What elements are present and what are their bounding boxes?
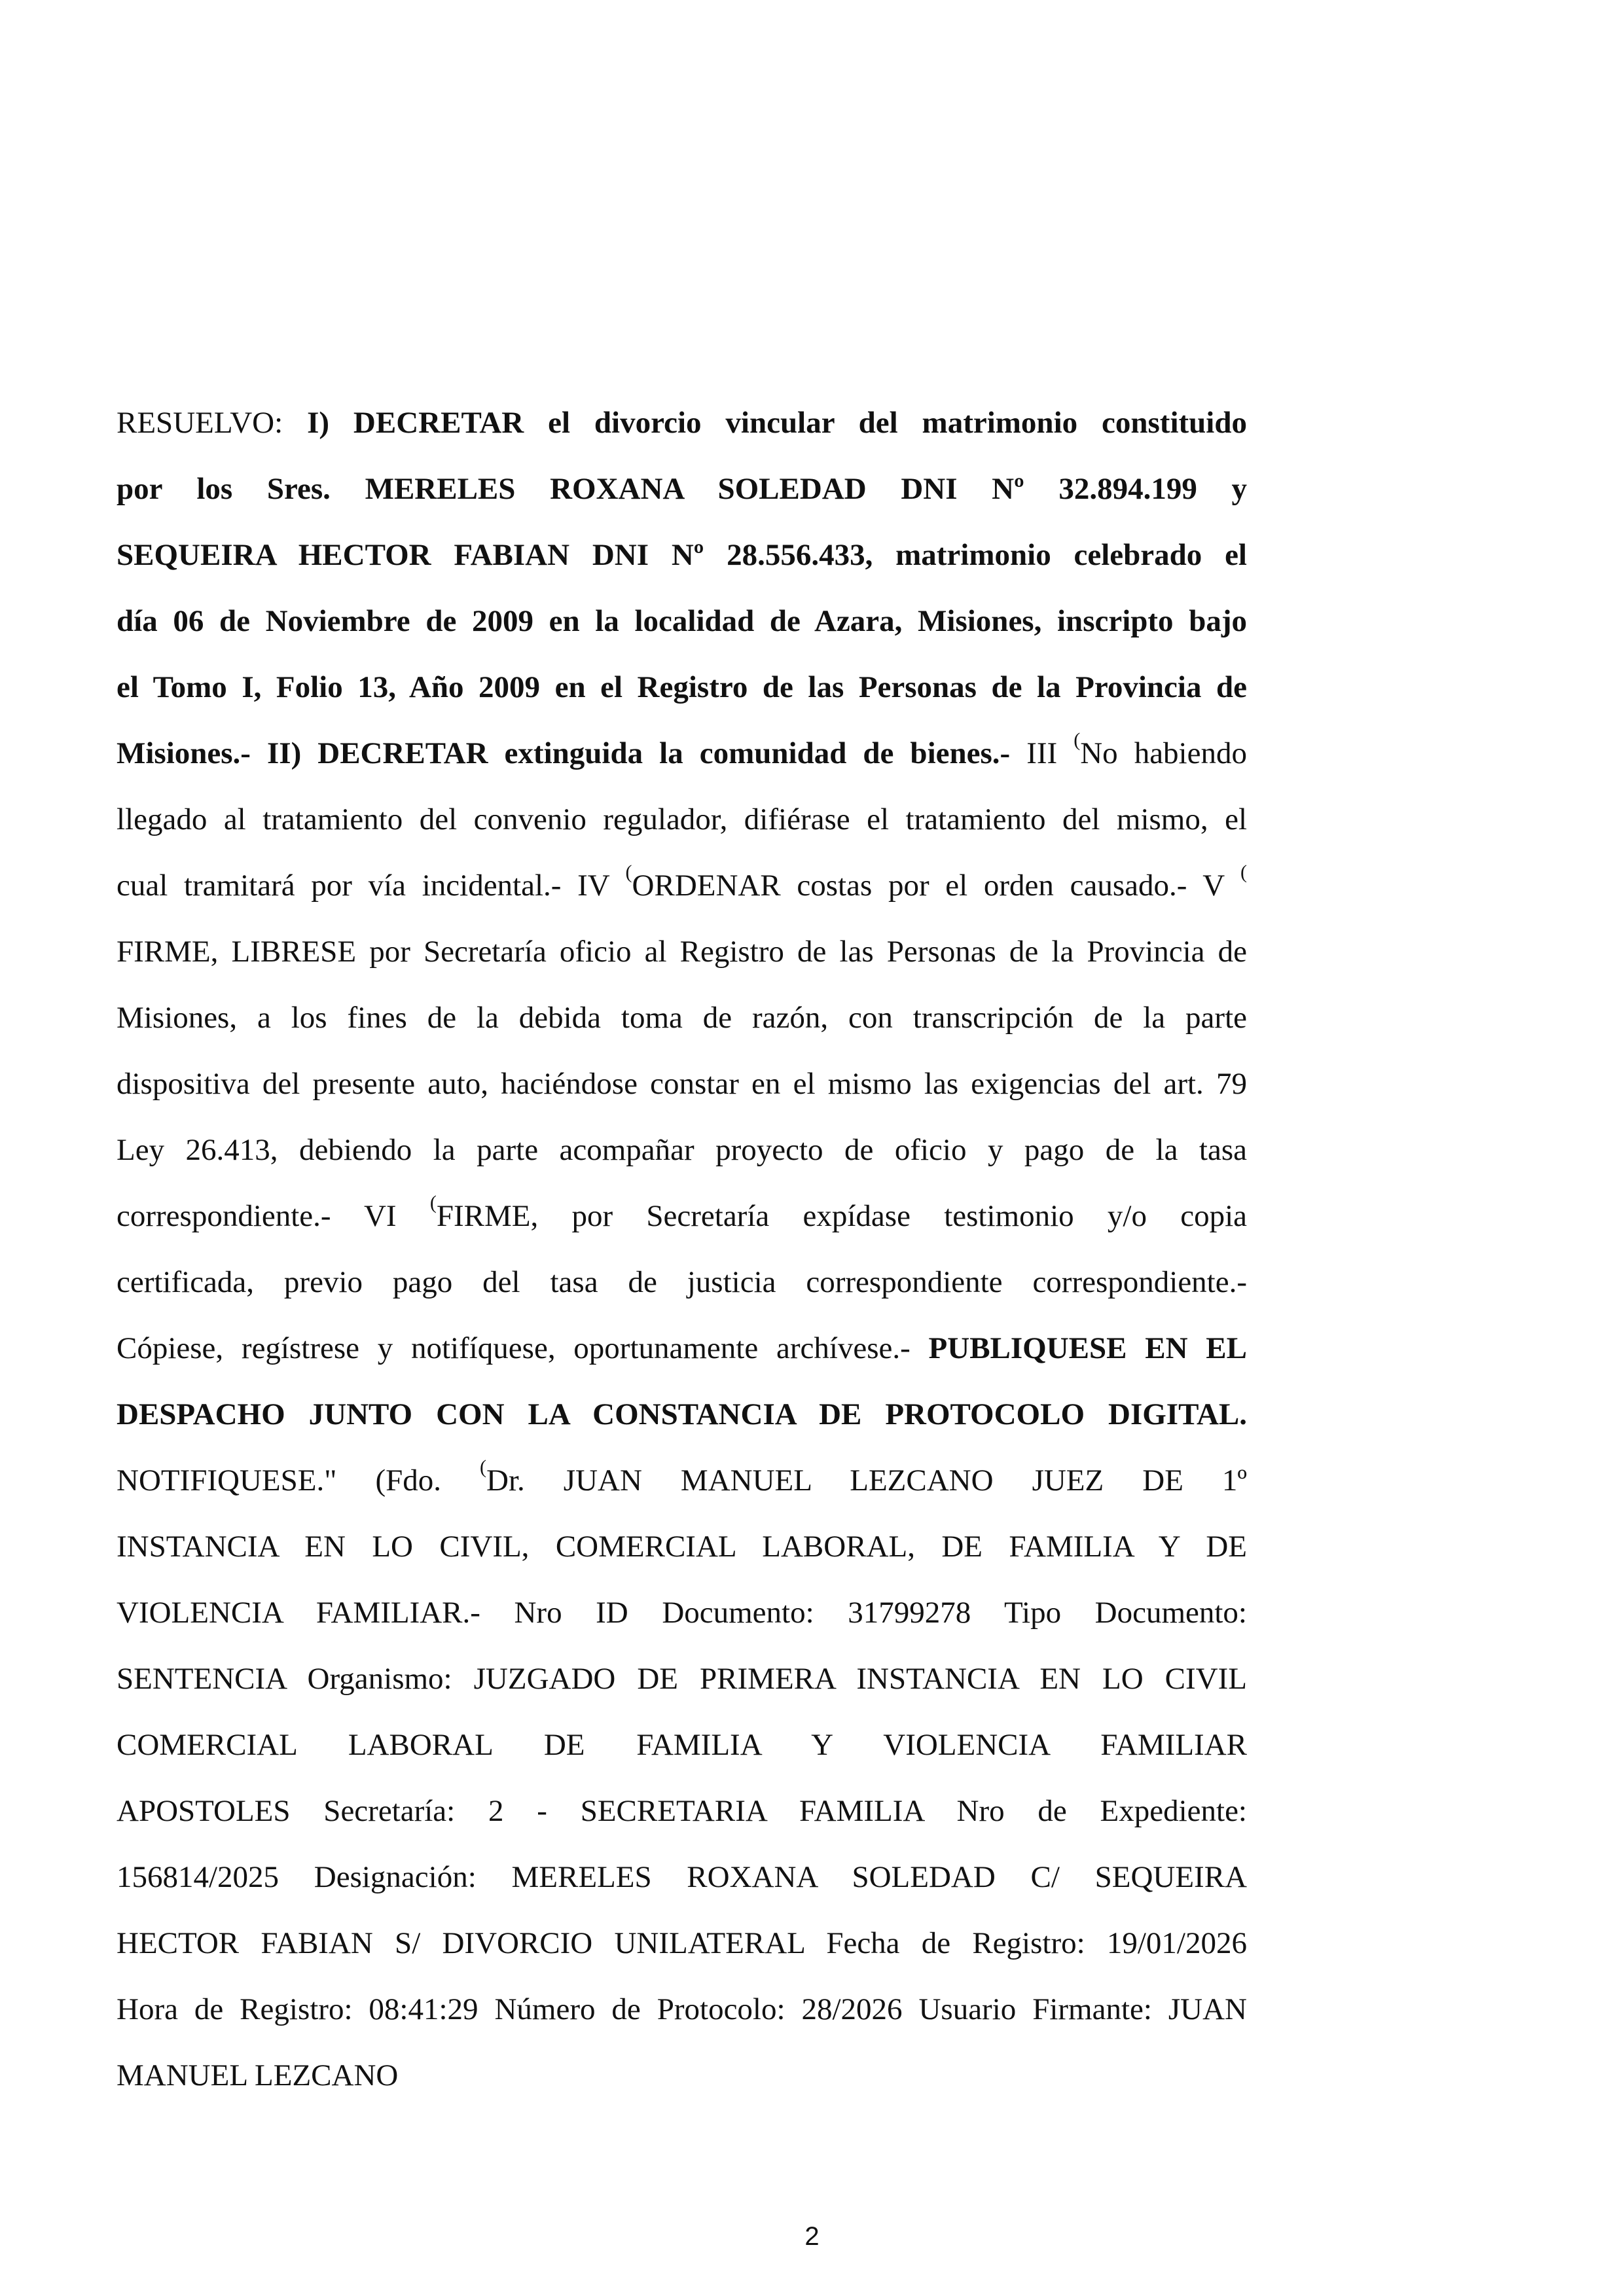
text-segment: NOTIFIQUESE." (Fdo. bbox=[117, 1463, 480, 1498]
text-line bbox=[117, 655, 1247, 721]
text-segment: Cópiese, regístrese y notifíquese, oportunamente archívese.- bbox=[117, 1331, 929, 1365]
text-line bbox=[117, 522, 1247, 588]
text-line bbox=[117, 1778, 1247, 1844]
text-line bbox=[117, 1051, 1247, 1117]
text-segment: FIRME, por Secretaría expídase testimonio y/o copia bbox=[436, 1199, 1247, 1233]
text-line bbox=[117, 1910, 1247, 1977]
text-line bbox=[117, 787, 1247, 853]
text-line bbox=[117, 853, 1247, 919]
text-line bbox=[117, 1844, 1247, 1910]
text-line bbox=[117, 1249, 1247, 1316]
text-segment: APOSTOLES Secretaría: 2 - SECRETARIA FAMILIA Nro de Expediente: bbox=[117, 1794, 1247, 1828]
text-line bbox=[117, 1382, 1247, 1448]
bold-text-segment: día 06 de Noviembre de 2009 en la localidad de Azara, Misiones, inscripto bajo bbox=[117, 604, 1247, 638]
bold-text-segment: el Tomo I, Folio 13, Año 2009 en el Registro de las Personas de la Provincia de bbox=[117, 670, 1247, 704]
text-line bbox=[117, 1580, 1247, 1646]
text-line bbox=[117, 1448, 1247, 1514]
paren-mark: ( bbox=[1240, 861, 1247, 883]
text-segment: VIOLENCIA FAMILIAR.- Nro ID Documento: 31799278 Tipo Documento: bbox=[117, 1596, 1247, 1630]
text-segment: Ley 26.413, debiendo la parte acompañar proyecto de oficio y pago de la tasa bbox=[117, 1133, 1247, 1167]
text-line bbox=[117, 1514, 1247, 1580]
text-segment: Misiones, a los fines de la debida toma de razón, con transcripción de la parte bbox=[117, 1001, 1247, 1035]
text-segment: RESUELVO: bbox=[117, 406, 308, 440]
text-line bbox=[117, 721, 1247, 787]
text-segment: Dr. JUAN MANUEL LEZCANO JUEZ DE 1º bbox=[486, 1463, 1248, 1498]
text-segment: MANUEL LEZCANO bbox=[117, 2058, 399, 2092]
bold-text-segment: por los Sres. MERELES ROXANA SOLEDAD DNI Nº 32.894.199 y bbox=[117, 472, 1247, 506]
bold-text-segment: Misiones.- II) DECRETAR extinguida la comunidad de bienes.- bbox=[117, 736, 1027, 770]
text-segment: 156814/2025 Designación: MERELES ROXANA SOLEDAD C/ SEQUEIRA bbox=[117, 1860, 1247, 1894]
text-line bbox=[117, 985, 1247, 1051]
text-line bbox=[117, 2043, 1247, 2109]
text-line bbox=[117, 1712, 1247, 1778]
text-segment: cual tramitará por vía incidental.- IV bbox=[117, 869, 626, 903]
text-line bbox=[117, 390, 1247, 456]
text-segment: No habiendo bbox=[1080, 736, 1247, 770]
paren-mark: ( bbox=[429, 1192, 437, 1213]
text-segment: SENTENCIA Organismo: JUZGADO DE PRIMERA INSTANCIA EN LO CIVIL bbox=[117, 1662, 1247, 1696]
paren-mark: ( bbox=[1074, 729, 1081, 751]
paren-mark: ( bbox=[625, 861, 632, 883]
text-line bbox=[117, 1316, 1247, 1382]
text-line bbox=[117, 456, 1247, 522]
paren-mark: ( bbox=[480, 1456, 487, 1478]
page-number: 2 bbox=[804, 2222, 820, 2251]
text-segment: certificada, previo pago del tasa de justicia correspondiente correspondiente.- bbox=[117, 1265, 1247, 1299]
bold-text-segment: PUBLIQUESE EN EL bbox=[928, 1331, 1247, 1365]
text-line bbox=[117, 1183, 1247, 1249]
text-segment: FIRME, LIBRESE por Secretaría oficio al Registro de las Personas de la Provincia de bbox=[117, 935, 1247, 969]
text-line bbox=[117, 588, 1247, 655]
text-segment: correspondiente.- VI bbox=[117, 1199, 430, 1233]
bold-text-segment: I) DECRETAR el divorcio vincular del matrimonio constituido bbox=[307, 406, 1248, 440]
text-segment: dispositiva del presente auto, haciéndose constar en el mismo las exigencias del art. 79 bbox=[117, 1067, 1247, 1101]
resolution-body-text bbox=[117, 390, 1247, 2109]
text-segment: Hora de Registro: 08:41:29 Número de Protocolo: 28/2026 Usuario Firmante: JUAN bbox=[117, 1992, 1247, 2026]
text-segment: INSTANCIA EN LO CIVIL, COMERCIAL LABORAL, DE FAMILIA Y DE bbox=[117, 1530, 1247, 1564]
text-segment: ORDENAR costas por el orden causado.- V bbox=[632, 869, 1240, 903]
text-segment: HECTOR FABIAN S/ DIVORCIO UNILATERAL Fecha de Registro: 19/01/2026 bbox=[117, 1926, 1247, 1960]
text-line bbox=[117, 1117, 1247, 1183]
bold-text-segment: DESPACHO JUNTO CON LA CONSTANCIA DE PROTOCOLO DIGITAL. bbox=[117, 1397, 1247, 1431]
text-segment: III bbox=[1026, 736, 1074, 770]
text-line bbox=[117, 919, 1247, 985]
text-segment: llegado al tratamiento del convenio regulador, difiérase el tratamiento del mismo, el bbox=[117, 802, 1247, 836]
text-line bbox=[117, 1646, 1247, 1712]
bold-text-segment: SEQUEIRA HECTOR FABIAN DNI Nº 28.556.433, matrimonio celebrado el bbox=[117, 538, 1247, 572]
text-segment: COMERCIAL LABORAL DE FAMILIA Y VIOLENCIA FAMILIAR bbox=[117, 1728, 1247, 1762]
text-line bbox=[117, 1977, 1247, 2043]
